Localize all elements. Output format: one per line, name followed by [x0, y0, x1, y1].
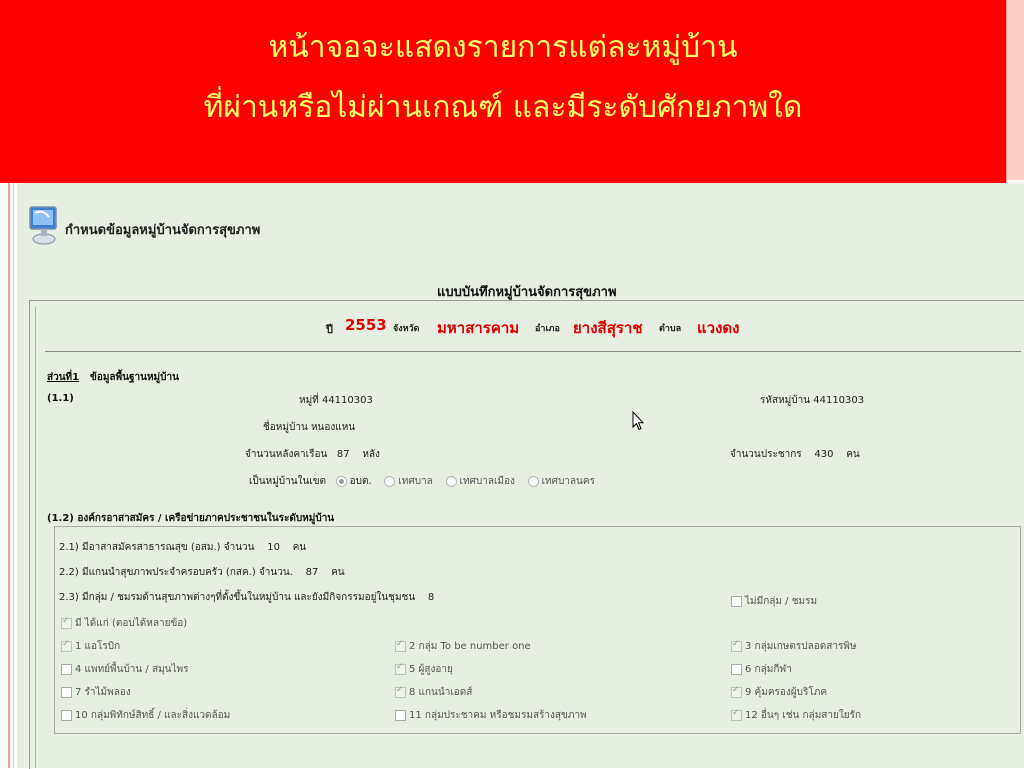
moo-field: หมู่ที่ 44110303 — [299, 395, 373, 406]
checkbox-checked-icon — [731, 687, 742, 698]
households-unit: หลัง — [362, 449, 380, 460]
area-radio-tessaban-nakorn[interactable]: เทศบาลนคร — [528, 476, 595, 487]
radio-icon — [528, 476, 539, 487]
form-title: แบบบันทึกหมู่บ้านจัดการสุขภาพ — [437, 285, 617, 300]
checkbox-icon — [395, 710, 406, 721]
group-checkbox-label: 4 แพทย์พื้นบ้าน / สมุนไพร — [75, 664, 189, 675]
group-checkbox-label: 7 รำไม้พลอง — [75, 687, 131, 698]
part1-title: ข้อมูลพื้นฐานหมู่บ้าน — [90, 372, 179, 383]
province-value: มหาสารคาม — [437, 319, 520, 337]
no-group-checkbox[interactable]: ไม่มีกลุ่ม / ชมรม — [731, 594, 817, 609]
group-checkbox-label: 10 กลุ่มพิทักษ์สิทธิ์ / และสิ่งแวดล้อม — [75, 710, 231, 721]
households-label: จำนวนหลังคาเรือน — [245, 449, 328, 460]
ksk-count-field — [59, 565, 345, 583]
group-checkbox-4[interactable] — [61, 662, 189, 677]
subdistrict-value: แวงดง — [697, 319, 740, 337]
decor-line — [13, 183, 14, 768]
group-checkbox-8[interactable] — [395, 685, 472, 700]
group-checkbox-label: 2 กลุ่ม To be number one — [409, 641, 531, 652]
population-value[interactable]: 430 — [814, 449, 834, 460]
group-checkbox-label: 11 กลุ่มประชาคม หรือชมรมสร้างสุขภาพ — [409, 710, 587, 721]
checkbox-checked-icon — [731, 641, 742, 652]
year-value: 2553 — [345, 316, 387, 334]
banner-title-line-2: ที่ผ่านหรือไม่ผ่านเกณฑ์ และมีระดับศักยภาพใด — [203, 90, 803, 125]
checkbox-checked-icon — [61, 618, 72, 629]
computer-icon — [27, 205, 61, 245]
group-checkbox-label: 6 กลุ่มกีฬา — [745, 664, 792, 675]
ksk-count-unit: คน — [331, 567, 345, 578]
app-screenshot — [17, 183, 1024, 768]
decor-line — [8, 183, 10, 768]
section-1-2-title: (1.2) องค์กรอาสาสมัคร / เครือข่ายภาคประชาชนในระดับหมู่บ้าน — [47, 513, 335, 524]
ksk-count-label: 2.2) มีแกนนำสุขภาพประจำครอบครัว (กสค.) จำนวน. — [59, 567, 293, 578]
group-checkbox-10[interactable] — [61, 708, 230, 723]
households-value[interactable]: 87 — [336, 449, 350, 460]
radio-selected-icon — [336, 476, 347, 487]
group-count-field — [59, 590, 434, 608]
checkbox-checked-icon — [395, 687, 406, 698]
district-label: อำเภอ — [535, 324, 560, 334]
header-divider — [45, 351, 1021, 352]
subdistrict-label: ตำบล — [659, 324, 682, 334]
group-count-label: 2.3) มีกลุ่ม / ชมรมด้านสุขภาพต่างๆที่ตั้งขึ้นในหมู่บ้าน และยังมีกิจกรรมอยู่ในชุมชน — [59, 592, 416, 603]
checkbox-icon — [61, 687, 72, 698]
osm-count-field — [59, 540, 306, 558]
group-checkbox-label: 3 กลุ่มเกษตรปลอดสารพิษ — [745, 641, 857, 652]
year-label: ปี — [326, 323, 333, 336]
checkbox-checked-icon — [731, 710, 742, 721]
group-checkbox-label: 9 คุ้มครองผู้บริโภค — [745, 687, 828, 698]
group-checkbox-5[interactable] — [395, 662, 453, 677]
checkbox-icon — [731, 664, 742, 675]
osm-count-label: 2.1) มีอาสาสมัครสาธารณสุข (อสม.) จำนวน — [59, 542, 255, 553]
group-checkbox-7[interactable] — [61, 685, 131, 700]
decor-line — [1006, 0, 1007, 185]
group-checkbox-1[interactable] — [61, 639, 120, 654]
app-title: กำหนดข้อมูลหมู่บ้านจัดการสุขภาพ — [65, 223, 261, 238]
osm-count-value[interactable]: 10 — [267, 542, 280, 553]
group-checkbox-6[interactable] — [731, 662, 792, 677]
banner-title-line-1: หน้าจอจะแสดงรายการแต่ละหมู่บ้าน — [268, 30, 738, 65]
group-checkbox-label: 1 แอโรบิก — [75, 641, 121, 652]
checkbox-icon — [61, 710, 72, 721]
slide-title-banner — [0, 0, 1006, 183]
area-radio-abt[interactable]: อบต. — [336, 476, 372, 487]
area-type-label: เป็นหมู่บ้านในเขต — [249, 476, 327, 487]
group-count-value[interactable]: 8 — [427, 592, 435, 603]
mouse-cursor-icon — [632, 411, 644, 431]
radio-icon — [384, 476, 395, 487]
group-checkbox-label: 12 อื่นๆ เช่น กลุ่มสายใยรัก — [745, 710, 862, 721]
checkbox-icon — [61, 664, 72, 675]
population-field — [730, 447, 860, 465]
area-radio-tessaban[interactable]: เทศบาล — [384, 476, 432, 487]
group-checkbox-12[interactable] — [731, 708, 861, 723]
group-checkbox-2[interactable] — [395, 639, 531, 654]
radio-icon — [446, 476, 457, 487]
group-checkbox-label: 5 ผู้สูงอายุ — [409, 664, 453, 675]
village-code-field: รหัสหมู่บ้าน 44110303 — [760, 395, 865, 406]
group-checkbox-label: 8 แกนนำเอดส์ — [409, 687, 473, 698]
checkbox-checked-icon — [61, 641, 72, 652]
area-type-field — [249, 474, 595, 492]
has-group-checkbox[interactable]: ✓มี ได้แก่ (ตอบได้หลายข้อ) — [61, 616, 187, 631]
decor-right-edge — [1006, 0, 1024, 180]
group-checkbox-11[interactable] — [395, 708, 587, 723]
ksk-count-value[interactable]: 87 — [305, 567, 319, 578]
group-checkbox-9[interactable] — [731, 685, 827, 700]
area-radio-tessaban-muang[interactable]: เทศบาลเมือง — [446, 476, 515, 487]
osm-count-unit: คน — [292, 542, 307, 553]
section-1-1-number: (1.1) — [47, 393, 74, 404]
checkbox-icon — [731, 596, 742, 607]
province-label: จังหวัด — [393, 324, 420, 334]
district-value: ยางสีสุราช — [573, 319, 643, 337]
checkbox-checked-icon — [395, 664, 406, 675]
village-name-field: ชื่อหมู่บ้าน หนองแหน — [263, 422, 356, 433]
population-unit: คน — [846, 449, 860, 460]
population-label: จำนวนประชากร — [730, 449, 802, 460]
households-field — [245, 447, 380, 465]
checkbox-checked-icon — [395, 641, 406, 652]
group-checkbox-3[interactable] — [731, 639, 857, 654]
part1-label: ส่วนที่1 — [47, 372, 80, 383]
